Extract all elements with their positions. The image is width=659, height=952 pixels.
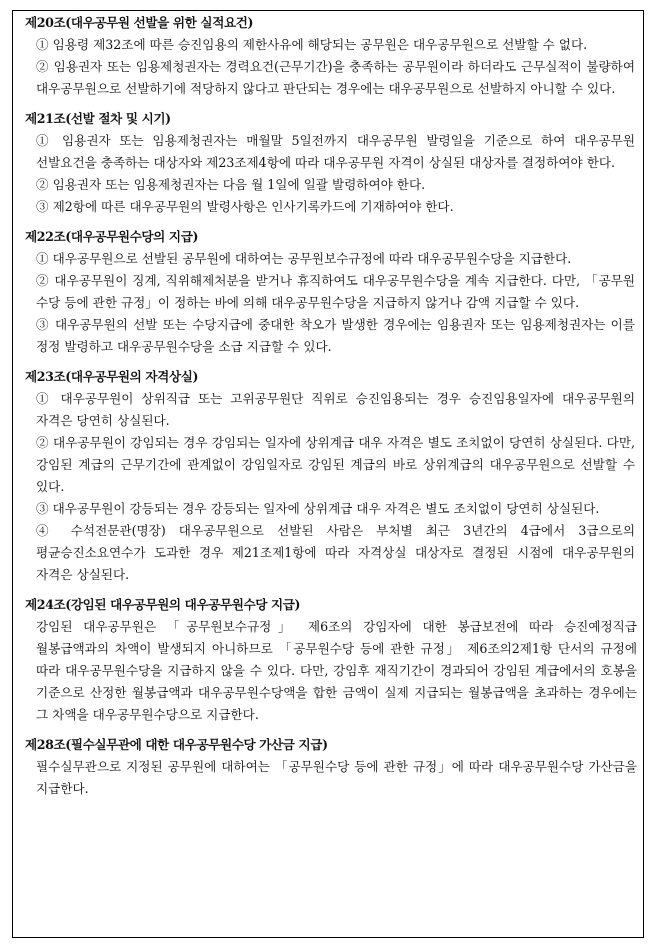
- paragraph: ② 임용권자 또는 임용제청권자는 경력요건(근무기간)을 충족하는 공무원이라 하더라도 근무실적이 불량하여 대우공무원으로 선발하기에 적당하지 않다고 판단되는 경우에는 대우공무원으로 선발하지 아니할 수 있다.: [36, 59, 635, 96]
- paragraph: ② 임용권자 또는 임용제청권자는 다음 월 1일에 일괄 발령하여야 한다.: [36, 177, 426, 192]
- article-heading: 제24조(강임된 대우공무원의 대우공무원수당 지급): [25, 597, 301, 612]
- article-28: [25, 734, 637, 800]
- paragraph: ② 대우공무원이 강임되는 경우 강임되는 일자에 상위계급 대우 자격은 별도 조치없이 당연히 상실된다. 다만, 강임된 계급의 근무기간에 관계없이 강임일자로 강임된 계급의 바로 상위계급의 대우공무원으로 선발할 수 있다.: [36, 435, 635, 494]
- article-23: [25, 366, 637, 586]
- paragraph: ③ 제2항에 따른 대우공무원의 발령사항은 인사기록카드에 기재하여야 한다.: [36, 199, 454, 214]
- paragraph: 필수실무관으로 지정된 공무원에 대하여는 「공무원수당 등에 관한 규정」에 따라 대우공무원수당 가산금을 지급한다.: [36, 759, 637, 796]
- article-heading: 제20조(대우공무원 선발을 위한 실적요건): [25, 15, 254, 30]
- paragraph: ① 임용령 제32조에 따른 승진임용의 제한사유에 해당되는 공무원은 대우공무원으로 선발할 수 없다.: [36, 37, 588, 52]
- article-21: [25, 108, 637, 218]
- article-24: [25, 594, 637, 726]
- paragraph: ① 임용권자 또는 임용제청권자는 매월말 5일전까지 대우공무원 발령일을 기준으로 하여 대우공무원 선발요건을 충족하는 대상자와 제23조제4항에 따라 대우공무원 자격이 상실된 대상자를 결정하여야 한다.: [36, 133, 635, 170]
- paragraph: ④ 수석전문관(명장) 대우공무원으로 선발된 사람은 부처별 최근 3년간의 4급에서 3급으로의 평균승진소요연수가 도과한 경우 제21조제1항에 따라 자격상실 대상자로 결정된 시점에 대우공무원의 자격은 상실된다.: [36, 523, 635, 582]
- paragraph: ③ 대우공무원의 선발 또는 수당지급에 중대한 착오가 발생한 경우에는 임용권자 또는 임용제청권자는 이를 정정 발령하고 대우공무원수당을 소급 지급할 수 있다.: [36, 317, 635, 354]
- article-22: [25, 226, 637, 358]
- article-heading: 제22조(대우공무원수당의 지급): [25, 229, 199, 244]
- paragraph: ① 대우공무원으로 선발된 공무원에 대하여는 공무원보수규정에 따라 대우공무원수당을 지급한다.: [36, 251, 572, 266]
- paragraph: ② 대우공무원이 징계, 직위해제처분을 받거나 휴직하여도 대우공무원수당을 계속 지급한다. 다만, 「공무원 수당 등에 관한 규정」이 정하는 바에 의해 대우공무원수당을 지급하지 않거나 감액 지급할 수 있다.: [36, 273, 635, 310]
- document-body: [25, 12, 637, 808]
- paragraph: ① 대우공무원이 상위직급 또는 고위공무원단 직위로 승진임용되는 경우 승진임용일자에 대우공무원의 자격은 당연히 상실된다.: [36, 391, 635, 428]
- paragraph: 강임된 대우공무원은 「공무원보수규정」 제6조의 강임자에 대한 봉급보전에 따라 승진예정직급 월봉급액과의 차액이 발생되지 아니하므로 「공무원수당 등에 관한 규정」 제6조의2제1항 단서의 규정에 따라 대우공무원수당을 지급하지 않을 수 있다. 다만, 강임후 재직기간이 경과되어 강임된 계급에서의 호봉을 기준으로 산정한 월봉급액과 대우공무원수당액을 합한 금액이 실제 지급되는 월봉급액을 초과하는 경우에는 그 차액을 대우공무원수당으로 지급한다.: [36, 619, 637, 722]
- article-heading: 제21조(선발 절차 및 시기): [25, 111, 171, 126]
- article-heading: 제23조(대우공무원의 자격상실): [25, 369, 199, 384]
- article-20: [25, 12, 637, 100]
- paragraph: ③ 대우공무원이 강등되는 경우 강등되는 일자에 상위계급 대우 자격은 별도 조치없이 당연히 상실된다.: [36, 501, 600, 516]
- article-heading: 제28조(필수실무관에 대한 대우공무원수당 가산금 지급): [25, 737, 328, 752]
